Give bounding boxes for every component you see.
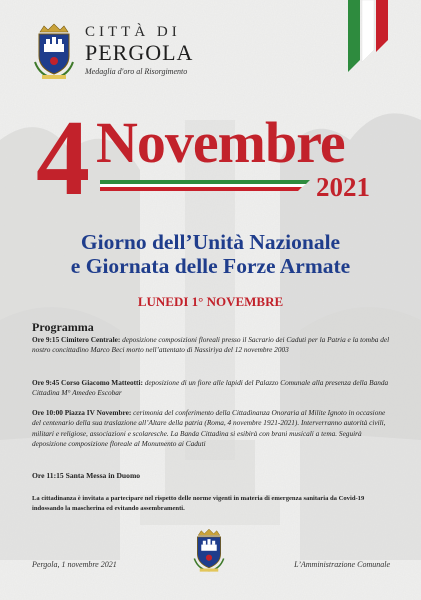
program-item-time: Ore 10:00 Piazza IV Novembre: [32, 408, 132, 417]
program-item-description: deposizione composizioni floreali presso il Sacrario dei Caduti per la Patria e la tomba del nostro concittadino Marco Beci morto nell’attentato di Nassiriya del 12 novembre 2003 [32, 335, 390, 355]
city-prefix: CITTÀ DI [85, 24, 181, 40]
tricolor-ribbon [100, 178, 310, 192]
italian-flag-icon [346, 0, 390, 78]
footer-signature: L’Amministrazione Comunale [294, 560, 390, 569]
title-month: Novembre [96, 110, 345, 175]
program-item-description: cerimonia del conferimento della Cittadinanza Onoraria al Milite Ignoto in occasione del centenario della sua traslazione all’Altare della patria (Roma, 4 novembre 1921-2021). Interverranno autorità civili, militari e religiose, associazioni e scolaresche. La Banda Cittadina si esibirà con brani musicali a tema. Seguirà deposizione composizione floreale al Monumento ai Caduti [32, 408, 386, 449]
program-item-time: Ore 11:15 Santa Messa in Duomo [32, 471, 141, 480]
event-date: LUNEDI 1° NOVEMBRE [137, 294, 284, 309]
day-number: 4 [36, 110, 90, 200]
footer-crest-icon [192, 527, 226, 573]
health-notice: La cittadinanza è invitata a partecipare nel rispetto delle norme vigenti in materia di emergenza sanitaria da Covid-19 indossando la mascherina ed evitando assembramenti. [32, 495, 365, 512]
program-item [32, 378, 390, 399]
title-year: 2021 [316, 172, 370, 202]
program-item-time: Ore 9:45 Corso Giacomo Matteotti: [32, 378, 143, 387]
program-item [32, 471, 390, 482]
subtitle-line-1: Giorno dell’Unità Nazionale [80, 230, 341, 254]
program-item-description: deposizione di un fiore alle lapidi del Palazzo Comunale alla presenza della Banda Cittadina M° Amedeo Escobar [32, 378, 389, 398]
program-heading: Programma [32, 320, 94, 334]
city-motto: Medaglia d'oro al Risorgimento [85, 67, 188, 76]
city-name: PERGOLA [85, 40, 194, 65]
program-item [32, 335, 390, 356]
subtitle-line-2: e Giornata delle Forze Armate [70, 254, 351, 278]
program-item [32, 408, 390, 449]
footer-place-date: Pergola, 1 novembre 2021 [32, 560, 117, 569]
city-crest-icon [32, 22, 76, 80]
program-item-time: Ore 9:15 Cimitero Centrale: [32, 335, 121, 344]
